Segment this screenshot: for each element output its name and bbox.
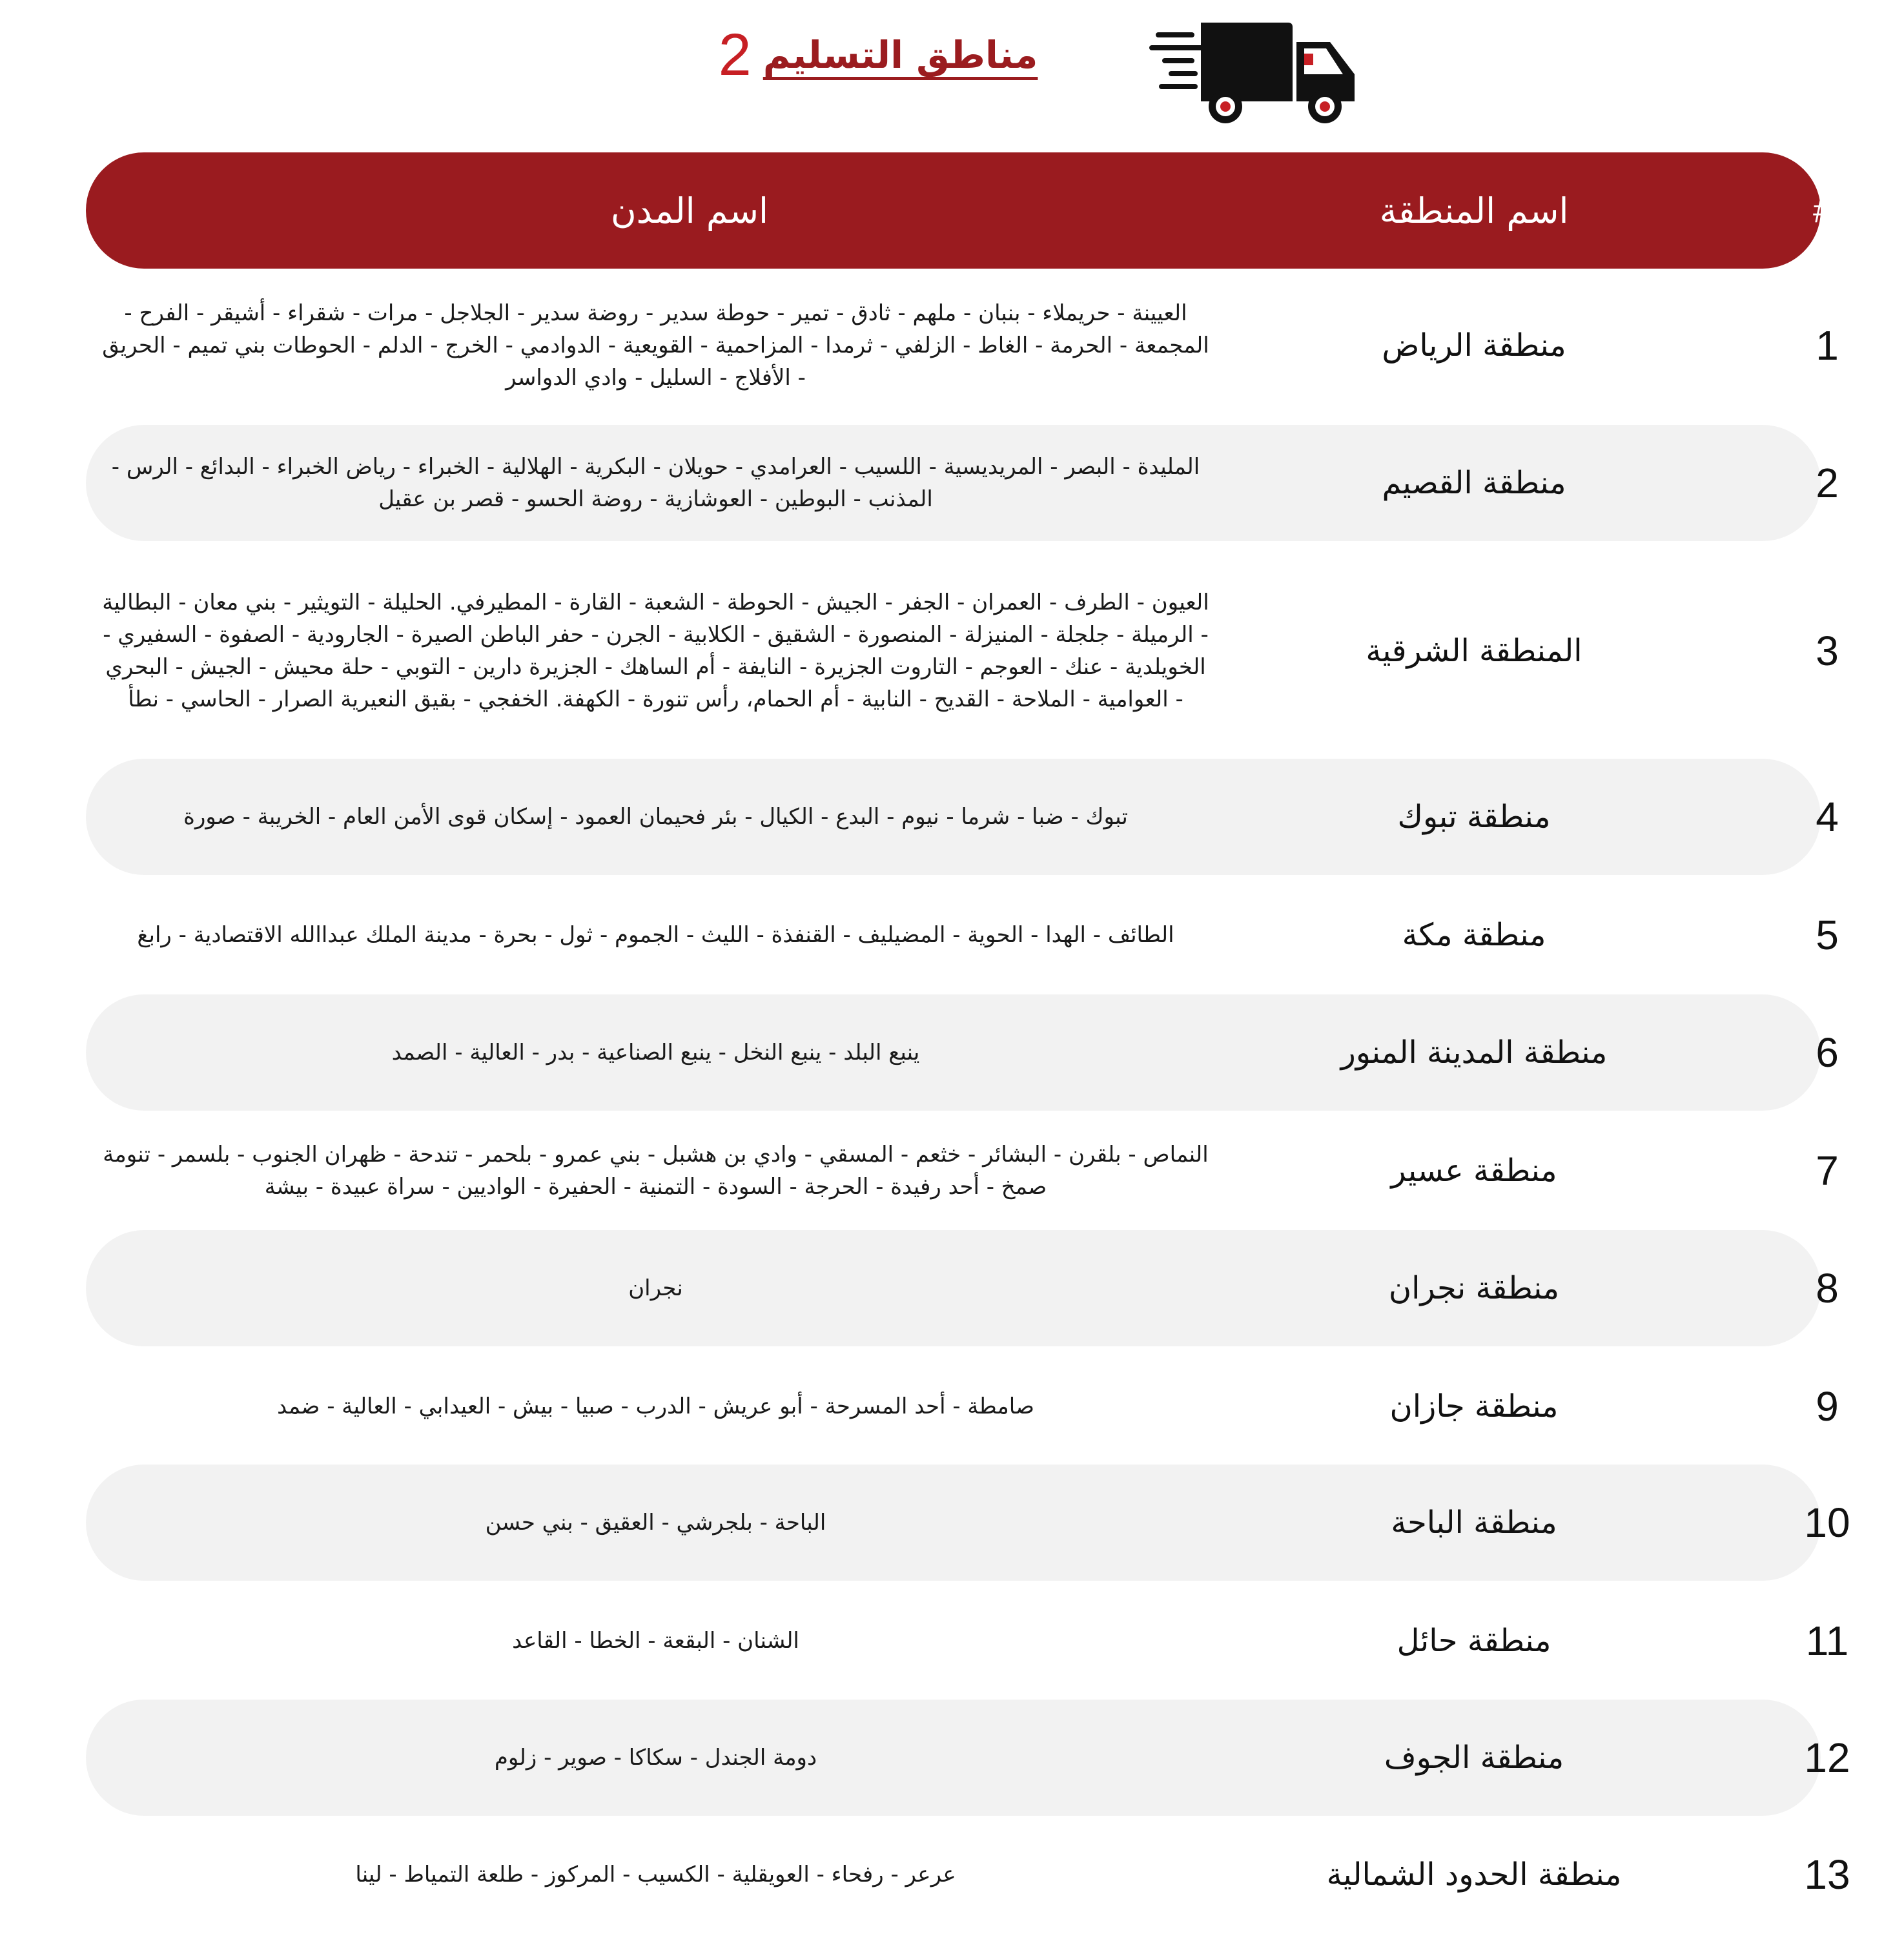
row-number: 13 bbox=[1804, 1851, 1850, 1898]
row-region: منطقة المدينة المنور bbox=[1340, 1034, 1608, 1071]
table-row bbox=[86, 546, 1839, 756]
table-row bbox=[86, 1818, 1850, 1931]
table-row bbox=[86, 1584, 1849, 1697]
row-region: المنطقة الشرقية bbox=[1366, 632, 1582, 669]
row-region: منطقة القصيم bbox=[1382, 465, 1566, 501]
row-cities: الطائف - الهدا - الحوية - المضيليف - القنفذة - الليث - الجموم - ثول - بحرة - مدينة الملك عبداالله الاقتصادية - رابغ bbox=[137, 921, 1174, 948]
header-region: اسم المنطقة bbox=[1379, 190, 1569, 231]
header-cities: اسم المدن bbox=[610, 190, 769, 231]
table-row bbox=[86, 271, 1839, 420]
row-region: منطقة حائل bbox=[1397, 1622, 1551, 1659]
row-number: 5 bbox=[1816, 911, 1839, 958]
table-row bbox=[86, 1700, 1850, 1816]
row-region: منطقة الحدود الشمالية bbox=[1326, 1856, 1622, 1893]
row-number: 8 bbox=[1816, 1265, 1839, 1311]
row-cities: النماص - بلقرن - البشائر - خثعم - المسقي - وادي بن هشبل - بني عمرو - بلحمر - تندحة - ظهران الجنوب - بلسمر - تنومة صمخ - أحد رفيدة - الحرجة - السودة - التمنية - الحفيرة - الواديين - سراة عبيدة - بيشة bbox=[103, 1141, 1209, 1200]
row-number: 3 bbox=[1816, 627, 1839, 674]
table-row bbox=[86, 759, 1839, 875]
row-cities: تبوك - ضبا - شرما - نيوم - البدع - الكيال - بئر فحيمان العمود - إسكان قوى الأمن العام - الخريبة - صورة bbox=[183, 804, 1128, 830]
row-number: 11 bbox=[1805, 1617, 1849, 1664]
row-cities: نجران bbox=[628, 1275, 683, 1301]
table-row bbox=[86, 878, 1839, 991]
row-cities: العيينة - حريملاء - بنبان - ملهم - ثادق - تمير - حوطة سدير - روضة سدير - الجلاجل - مرات - شقراء - أشيقر - الفرح - المجمعة - الحرمة - الغاط - الزلفي - ثرمدا - المزاحمية - القويعية - الدوادمي - الخرج - الدلم - الحوطات بني تميم - الحريق - الأفلاج - السليل - وادي الدواسر bbox=[102, 300, 1209, 391]
page-title-text: مناطق التسليم bbox=[763, 33, 1038, 77]
row-region: منطقة مكة bbox=[1402, 916, 1546, 953]
table-header bbox=[86, 152, 1833, 269]
row-number: 10 bbox=[1804, 1499, 1850, 1546]
table-row bbox=[86, 1230, 1839, 1346]
row-cities: الباحة - بلجرشي - العقيق - بني حسن bbox=[485, 1510, 826, 1536]
row-number: 9 bbox=[1816, 1383, 1839, 1430]
table-row bbox=[86, 1350, 1839, 1463]
row-cities: دومة الجندل - سكاكا - صوير - زلوم bbox=[494, 1745, 817, 1771]
row-region: منطقة تبوك bbox=[1397, 799, 1551, 835]
header-number: # bbox=[1812, 191, 1833, 230]
row-cities: الشنان - البقعة - الخطا - القاعد bbox=[512, 1627, 799, 1654]
page-title-number: 2 bbox=[718, 21, 752, 88]
table-row bbox=[86, 425, 1839, 541]
row-region: منطقة الجوف bbox=[1384, 1740, 1564, 1776]
row-number: 12 bbox=[1804, 1734, 1850, 1781]
table-row bbox=[86, 994, 1839, 1111]
row-number: 4 bbox=[1816, 794, 1839, 840]
table-row bbox=[86, 1465, 1850, 1581]
row-number: 2 bbox=[1816, 460, 1839, 506]
row-number: 6 bbox=[1816, 1029, 1839, 1076]
row-cities: صامطة - أحد المسرحة - أبو عريش - الدرب - صبيا - بيش - العيدابي - العالية - ضمد bbox=[277, 1393, 1034, 1419]
row-cities: العيون - الطرف - العمران - الجفر - الجيش - الحوطة - الشعبة - القارة - المطيرفي. الحليلة - التويثير - بني معان - البطالية - الرميلة - جلجلة - المنيزلة - المنصورة - الشقيق - الكلابية - الجرن - حفر الباطن الصيرة - الجارودية - الصفوة - السفيري - الخويلدية - عنك - العوجم - التاروت الجزيرة - النايفة - أم الساهك - الجزيرة دارين - التوبي - حلة محيش - الجيش - البحري - العوامية - الملاحة - القديح - النابية - أم الحمام، رأس تنورة - الكهفة. الخفجي - بقيق النعيرية الصرار - الحاسي - نطأ bbox=[102, 589, 1209, 712]
page-title bbox=[697, 13, 1059, 97]
row-region: منطقة الرياض bbox=[1382, 327, 1566, 364]
delivery-truck-icon bbox=[1149, 16, 1362, 132]
row-number: 1 bbox=[1816, 322, 1839, 369]
row-number: 7 bbox=[1816, 1147, 1839, 1194]
row-region: منطقة عسير bbox=[1391, 1152, 1557, 1189]
row-region: منطقة جازان bbox=[1389, 1388, 1559, 1424]
row-region: منطقة الباحة bbox=[1391, 1505, 1557, 1541]
row-cities: عرعر - رفحاء - العويقلية - الكسيب - المركوز - طلعة التمياط - لينا bbox=[355, 1861, 956, 1887]
table-row bbox=[86, 1114, 1839, 1227]
row-cities: ينبع البلد - ينبع النخل - ينبع الصناعية - بدر - العالية - الصمد bbox=[391, 1040, 920, 1065]
row-region: منطقة نجران bbox=[1388, 1270, 1560, 1306]
row-cities: المليدة - البصر - المريديسية - اللسيب - العرامدي - حويلان - البكرية - الهلالية - الخبراء - رياض الخبراء - البدائع - الرس - المذنب - البوطين - العوشازية - روضة الحسو - قصر بن عقيل bbox=[111, 454, 1200, 512]
